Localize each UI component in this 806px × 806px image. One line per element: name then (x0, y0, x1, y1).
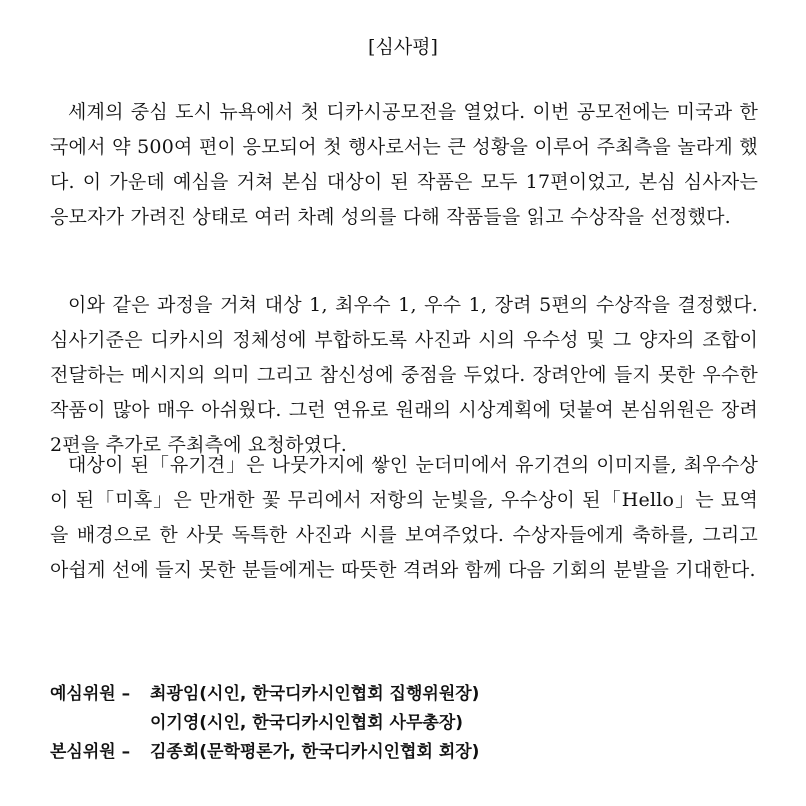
paragraph-text: 대상이 된「유기견」은 나뭇가지에 쌓인 눈더미에서 유기견의 이미지를, 최우수상이 된「미혹」은 만개한 꽃 무리에서 저항의 눈빛을, 우수상이 된「Hello」는 묘역을 배경으로 한 사뭇 독특한 사진과 시를 보여주었다. 수상자들에게 축하를, 그리고 아쉽게 선에 들지 못한 분들에게는 따뜻한 격려와 함께 다음 기회의 분발을 기대한다. (50, 454, 758, 581)
prelim-member-1: 최광임(시인, 한국디카시인협회 집행위원장) (150, 684, 480, 704)
prelim-member-2: 이기영(시인, 한국디카시인협회 사무총장) (150, 713, 464, 733)
paragraph-1 (50, 95, 758, 235)
document-title: [심사평] (368, 36, 438, 58)
paragraph-text: 세계의 중심 도시 뉴욕에서 첫 디카시공모전을 열었다. 이번 공모전에는 미국과 한국에서 약 500여 편이 응모되어 첫 행사로서는 큰 성황을 이루어 주최측을 놀라게 했다. 이 가운데 예심을 거쳐 본심 대상이 된 작품은 모두 17편이었고, 본심 심사자는 응모자가 가려진 상태로 여러 차례 성의를 다해 작품들을 읽고 수상작을 선정했다. (50, 101, 758, 228)
paragraph-text: 이와 같은 과정을 거쳐 대상 1, 최우수 1, 우수 1, 장려 5편의 수상작을 결정했다. 심사기준은 디카시의 정체성에 부합하도록 사진과 시의 우수성 및 그 양자의 조합이 전달하는 메시지의 의미 그리고 참신성에 중점을 두었다. 장려안에 들지 못한 우수한 작품이 많아 매우 아쉬웠다. 그런 연유로 원래의 시상계획에 덧붙여 본심위원은 장려 2편을 추가로 주최측에 요청하였다. (50, 294, 758, 456)
paragraph-2 (50, 288, 758, 463)
final-member-1: 김종회(문학평론가, 한국디카시인협회 회장) (150, 742, 480, 762)
committee-row-final (50, 738, 479, 767)
committee-list (50, 680, 479, 767)
committee-row-prelim-2 (50, 709, 479, 738)
paragraph-3 (50, 448, 758, 588)
final-committee-label: 본심위원 – (50, 742, 131, 762)
prelim-committee-label: 예심위원 – (50, 684, 131, 704)
committee-row-prelim-1 (50, 680, 479, 709)
